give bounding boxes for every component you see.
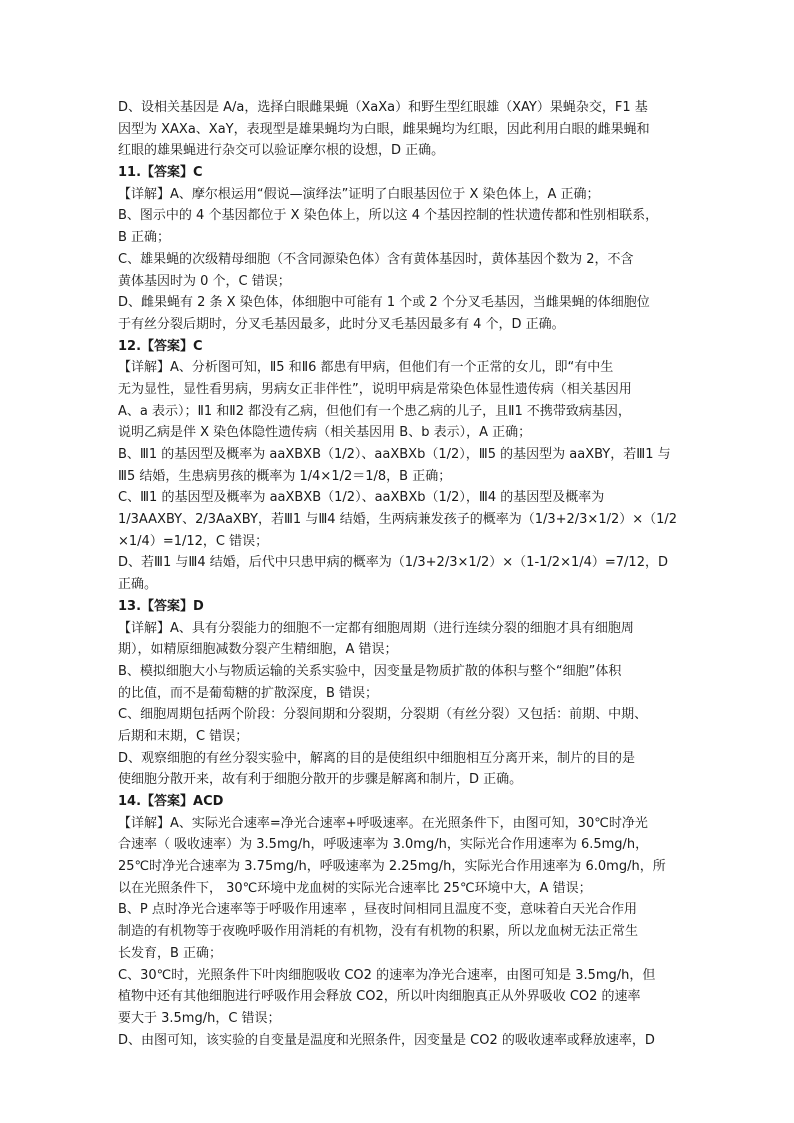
text-line: 说明乙病是伴 X 染色体隐性遗传病（相关基因用 B、b 表示），A 正确；	[118, 425, 532, 441]
text-line: 后期和末期，C 错误；	[118, 728, 249, 744]
text-line: 【详解】A、摩尔根运用“假说—演绎法”证明了白眼基因位于 X 染色体上，A 正确；	[118, 186, 600, 202]
text-line: 于有丝分裂后期时，分叉毛基因最多，此时分叉毛基因最多有 4 个，D 正确。	[118, 316, 565, 332]
answer-heading-14: 14.【答案】ACD	[118, 794, 224, 809]
text-line: 使细胞分散开来，故有利于细胞分散开的步骤是解离和制片，D 正确。	[118, 772, 523, 788]
text-line: A、a 表示）；Ⅱ1 和Ⅱ2 都没有乙病，但他们有一个患乙病的儿子，且Ⅱ1 不携带致病基因，	[118, 403, 631, 419]
text-line: 以在光照条件下， 30℃环境中龙血树的实际光合速率比 25℃环境中大，A 错误；	[118, 880, 592, 896]
text-line: ×1/4）=1/12，C 错误；	[118, 533, 269, 549]
text-line: 长发育，B 正确；	[118, 945, 223, 961]
text-line: Ⅲ5 结婚，生患病男孩的概率为 1/4×1/2＝1/8，B 正确；	[118, 468, 452, 484]
text-line: 25℃时净光合速率为 3.75mg/h，呼吸速率为 2.25mg/h，实际光合作用速率为 6.0mg/h，所	[118, 859, 666, 875]
text-line: 【详解】A、实际光合速率=净光合速率+呼吸速率。在光照条件下，由图可知，30℃时净光	[118, 815, 648, 831]
text-line: 红眼的雄果蝇进行杂交可以验证摩尔根的设想，D 正确。	[118, 143, 445, 159]
text-line: C、雄果蝇的次级精母细胞（不含同源染色体）含有黄体基因时，黄体基因个数为 2，不含	[118, 251, 634, 267]
text-line: 正确。	[118, 577, 158, 593]
answer-heading-11: 11.【答案】C	[118, 165, 203, 181]
text-line: C、细胞周期包括两个阶段：分裂间期和分裂期，分裂期（有丝分裂）又包括：前期、中期、	[118, 707, 648, 723]
answer-heading-12: 12.【答案】C	[118, 338, 203, 354]
text-line: B、模拟细胞大小与物质运输的关系实验中，因变量是物质扩散的体积与整个“细胞”体积	[118, 663, 622, 679]
text-line: 期），如精原细胞减数分裂产生精细胞，A 错误；	[118, 642, 398, 658]
text-line: C、Ⅲ1 的基因型及概率为 aaXBXB（1/2）、aaXBXb（1/2），Ⅲ4 的基因型及概率为	[118, 490, 605, 506]
text-line: D、雌果蝇有 2 条 X 染色体，体细胞中可能有 1 个或 2 个分叉毛基因，当雌果蝇的体细胞位	[118, 295, 650, 311]
text-line: D、若Ⅲ1 与Ⅲ4 结婚，后代中只患甲病的概率为（1/3+2/3×1/2）×（1-1/2×1/4）=7/12，D	[118, 555, 668, 571]
text-line: 要大于 3.5mg/h，C 错误；	[118, 1010, 281, 1026]
text-line: D、由图可知，该实验的自变量是温度和光照条件，因变量是 CO2 的吸收速率或释放速率，D	[118, 1032, 655, 1048]
document-body	[118, 97, 682, 1051]
text-line: 【详解】A、具有分裂能力的细胞不一定都有细胞周期（进行连续分裂的细胞才具有细胞周	[118, 620, 634, 636]
text-line: B、图示中的 4 个基因都位于 X 染色体上，所以这 4 个基因控制的性状遗传都和性别相联系，	[118, 208, 659, 224]
text-line: 【详解】A、分析图可知，Ⅱ5 和Ⅱ6 都患有甲病，但他们有一个正常的女儿，即“有中生	[118, 360, 614, 376]
text-line: 合速率（ 吸收速率）为 3.5mg/h，呼吸速率为 3.0mg/h，实际光合作用速率为 6.5mg/h，	[118, 837, 649, 853]
text-line: 植物中还有其他细胞进行呼吸作用会释放 CO2，所以叶肉细胞真正从外界吸收 CO2 的速率	[118, 989, 641, 1005]
text-line: 因型为 XAXa、XaY，表现型是雄果蝇均为白眼，雌果蝇均为红眼，因此利用白眼的雌果蝇和	[118, 121, 650, 137]
text-line: D、设相关基因是 A/a，选择白眼雌果蝇（XaXa）和野生型红眼雄（XAY）果蝇杂交，F1 基	[118, 100, 648, 115]
text-line: D、观察细胞的有丝分裂实验中，解离的目的是使组织中细胞相互分离开来，制片的目的是	[118, 750, 636, 766]
text-line: C、30℃时，光照条件下叶肉细胞吸收 CO2 的速率为净光合速率，由图可知是 3.5mg/h，但	[118, 967, 656, 983]
text-line: B、P 点时净光合速率等于呼吸作用速率 ，昼夜时间相同且温度不变，意味着白天光合作用	[118, 902, 638, 918]
text-line: B 正确；	[118, 230, 171, 246]
text-line: 的比值，而不是葡萄糖的扩散深度，B 错误；	[118, 685, 379, 701]
text-line: B、Ⅲ1 的基因型及概率为 aaXBXB（1/2）、aaXBXb（1/2），Ⅲ5 的基因型为 aaXBY，若Ⅲ1 与	[118, 447, 671, 462]
text-line: 1/3AAXBY、2/3AaXBY，若Ⅲ1 与Ⅲ4 结婚，生两病兼发孩子的概率为（1/3+2/3×1/2）×（1/2	[118, 512, 678, 528]
text-line: 无为显性，显性看男病，男病女正非伴性”，说明甲病是常染色体显性遗传病（相关基因用	[118, 381, 632, 397]
answer-heading-13: 13.【答案】D	[118, 598, 204, 614]
text-line: 黄体基因时为 0 个，C 错误；	[118, 273, 291, 289]
text-line: 制造的有机物等于夜晚呼吸作用消耗的有机物，没有有机物的积累，所以龙血树无法正常生	[118, 924, 639, 940]
